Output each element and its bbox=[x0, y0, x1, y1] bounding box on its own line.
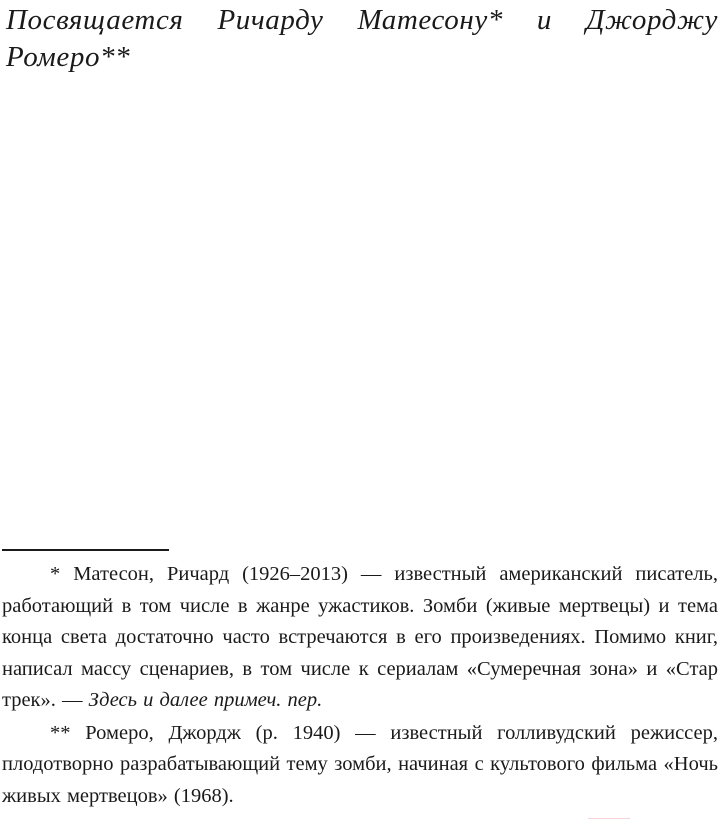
footnote-matheson bbox=[2, 559, 718, 717]
page-edge-mark bbox=[588, 818, 630, 823]
footnote-separator bbox=[2, 549, 169, 551]
footnote-text: Матесон, Ричард (1926–2013) — известный американский писатель, работающий в том числе в жанре ужастиков. Зомби (живые мертвецы) и тема конца света достаточно часто встречаются в его произведениях. Помимо книг, написал массу сценариев, в том числе к сериалам «Сумеречная зона» и «Стар трек». — bbox=[2, 563, 718, 711]
footnote-marker: ** bbox=[50, 721, 71, 744]
footnotes-section bbox=[2, 559, 718, 812]
footnote-romero bbox=[2, 718, 718, 813]
translator-note: Здесь и далее примеч. пер. bbox=[88, 689, 323, 711]
dedication-text: Посвящается Ричарду Матесону* и Джорджу Ромеро** bbox=[6, 4, 718, 73]
footnote-text: Ромеро, Джордж (р. 1940) — известный голливудский режиссер, плодотворно разрабатывающий тему зомби, начиная с культового фильма «Ночь живых мертвецов» (1968). bbox=[2, 721, 718, 807]
footnote-marker: * bbox=[50, 563, 61, 585]
